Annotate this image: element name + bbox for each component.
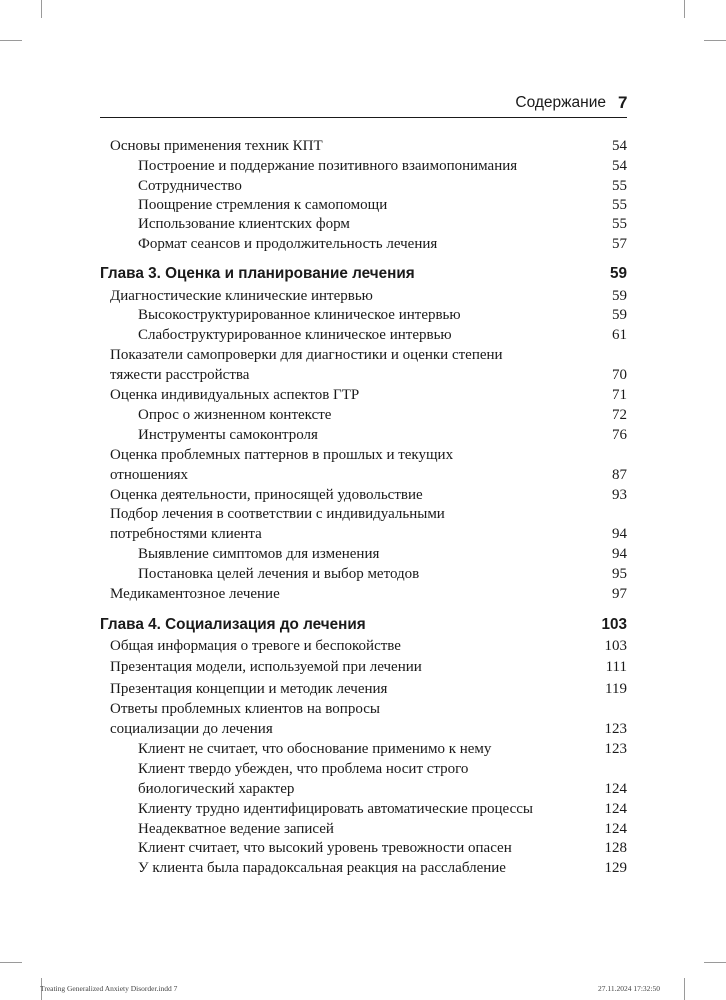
entry-page-number: 93 [612, 487, 627, 503]
chapter-entry [100, 264, 627, 284]
entry-title: Клиент твердо убежден, что проблема носит строго [138, 761, 469, 777]
entry-page-number: 103 [604, 638, 627, 654]
section-entry [110, 585, 627, 605]
entry-page-number: 57 [612, 236, 627, 252]
entry-page-number: 61 [612, 327, 627, 343]
section-entry [110, 386, 627, 406]
entry-title: Клиент не считает, что обоснование применимо к нему [138, 741, 492, 757]
entry-title: Глава 3. Оценка и планирование лечения [100, 265, 415, 282]
entry-page-number: 119 [605, 681, 627, 697]
entry-page-number: 97 [612, 586, 627, 602]
entry-page-number: 87 [612, 466, 627, 483]
entry-title: Постановка целей лечения и выбор методов [138, 566, 420, 582]
entry-title: Клиенту трудно идентифицировать автоматические процессы [138, 801, 533, 817]
subsection-entry [138, 177, 627, 197]
section-entry [110, 137, 627, 157]
entry-page-number: 59 [609, 265, 627, 282]
entry-title: Оценка деятельности, приносящей удовольствие [110, 487, 423, 503]
entry-page-number: 55 [612, 197, 627, 213]
entry-page-number: 72 [612, 407, 627, 423]
entry-title: Неадекватное ведение записей [138, 821, 334, 837]
entry-title: Построение и поддержание позитивного взаимопонимания [138, 158, 518, 174]
entry-title: тяжести расстройства [110, 366, 250, 383]
entry-page-number: 70 [612, 366, 627, 383]
subsection-entry [138, 545, 627, 565]
section-entry [110, 680, 627, 700]
entry-page-number: 103 [601, 616, 627, 633]
section-entry [110, 486, 627, 506]
section-entry [110, 287, 627, 307]
section-entry [110, 346, 627, 385]
entry-page-number: 124 [604, 821, 627, 837]
section-entry [110, 505, 627, 544]
entry-title: Ответы проблемных клиентов на вопросы [110, 701, 380, 717]
section-entry [110, 658, 627, 678]
entry-page-number: 55 [612, 178, 627, 194]
entry-title: Сотрудничество [138, 178, 242, 194]
subsection-entry [138, 326, 627, 346]
footer-timestamp: 27.11.2024 17:32:50 [598, 984, 661, 993]
entry-title: Клиент считает, что высокий уровень тревожности опасен [138, 840, 512, 856]
entry-title: Поощрение стремления к самопомощи [138, 197, 388, 213]
entry-page-number: 59 [612, 288, 627, 304]
subsection-entry [138, 215, 627, 235]
subsection-entry [138, 157, 627, 177]
entry-title: Подбор лечения в соответствии с индивидуальными [110, 506, 445, 522]
entry-page-number: 54 [612, 158, 627, 174]
entry-page-number: 71 [612, 387, 627, 403]
subsection-entry [138, 760, 627, 799]
entry-page-number: 94 [612, 546, 627, 562]
chapter-entry [100, 615, 627, 635]
entry-title: У клиента была парадоксальная реакция на расслабление [138, 860, 506, 876]
subsection-entry [138, 740, 627, 760]
section-entry [110, 637, 627, 657]
entry-title: Медикаментозное лечение [110, 586, 280, 602]
entry-page-number: 124 [604, 780, 627, 797]
entry-title: Использование клиентских форм [138, 216, 350, 232]
entry-page-number: 123 [604, 741, 627, 757]
entry-page-number: 111 [605, 659, 627, 675]
entry-title: потребностями клиента [110, 525, 262, 542]
entry-title: Глава 4. Социализация до лечения [100, 616, 366, 633]
entry-page-number: 124 [604, 801, 627, 817]
entry-page-number: 129 [604, 860, 627, 876]
entry-page-number: 76 [612, 427, 627, 443]
entry-title: Оценка индивидуальных аспектов ГТР [110, 387, 360, 403]
subsection-entry [138, 196, 627, 216]
entry-page-number: 94 [612, 525, 627, 542]
subsection-entry [138, 426, 627, 446]
subsection-entry [138, 565, 627, 585]
subsection-entry [138, 839, 627, 859]
entry-page-number: 59 [612, 307, 627, 323]
entry-page-number: 123 [604, 720, 627, 737]
entry-page-number: 128 [604, 840, 627, 856]
entry-page-number: 95 [612, 566, 627, 582]
entry-title: социализации до лечения [110, 720, 273, 737]
entry-title: Общая информация о тревоге и беспокойстве [110, 638, 401, 654]
entry-title: Формат сеансов и продолжительность лечения [138, 236, 438, 252]
subsection-entry [138, 859, 627, 879]
subsection-entry [138, 800, 627, 820]
entry-title: Оценка проблемных паттернов в прошлых и текущих [110, 447, 454, 463]
entry-title: Выявление симптомов для изменения [138, 546, 380, 562]
entry-title: Слабоструктурированное клиническое интервью [138, 327, 452, 343]
entry-title: Диагностические клинические интервью [110, 288, 373, 304]
entry-title: Презентация концепции и методик лечения [110, 681, 388, 697]
entry-page-number: 54 [612, 138, 627, 154]
footer-file-name: Treating Generalized Anxiety Disorder.indd 7 [40, 984, 178, 993]
subsection-entry [138, 820, 627, 840]
section-entry [110, 446, 627, 485]
entry-page-number: 55 [612, 216, 627, 232]
page-number: 7 [618, 93, 628, 112]
subsection-entry [138, 306, 627, 326]
entry-title: Основы применения техник КПТ [110, 138, 323, 154]
entry-title: Опрос о жизненном контексте [138, 407, 332, 423]
entry-title: Инструменты самоконтроля [138, 427, 318, 443]
subsection-entry [138, 235, 627, 255]
running-header-title: Содержание [515, 94, 606, 111]
entry-title: биологический характер [138, 780, 295, 797]
entry-title: Презентация модели, используемой при лечении [110, 659, 422, 675]
subsection-entry [138, 406, 627, 426]
section-entry [110, 700, 627, 739]
entry-title: Высокоструктурированное клиническое интервью [138, 307, 461, 323]
entry-title: отношениях [110, 466, 189, 483]
entry-title: Показатели самопроверки для диагностики и оценки степени [110, 347, 503, 363]
